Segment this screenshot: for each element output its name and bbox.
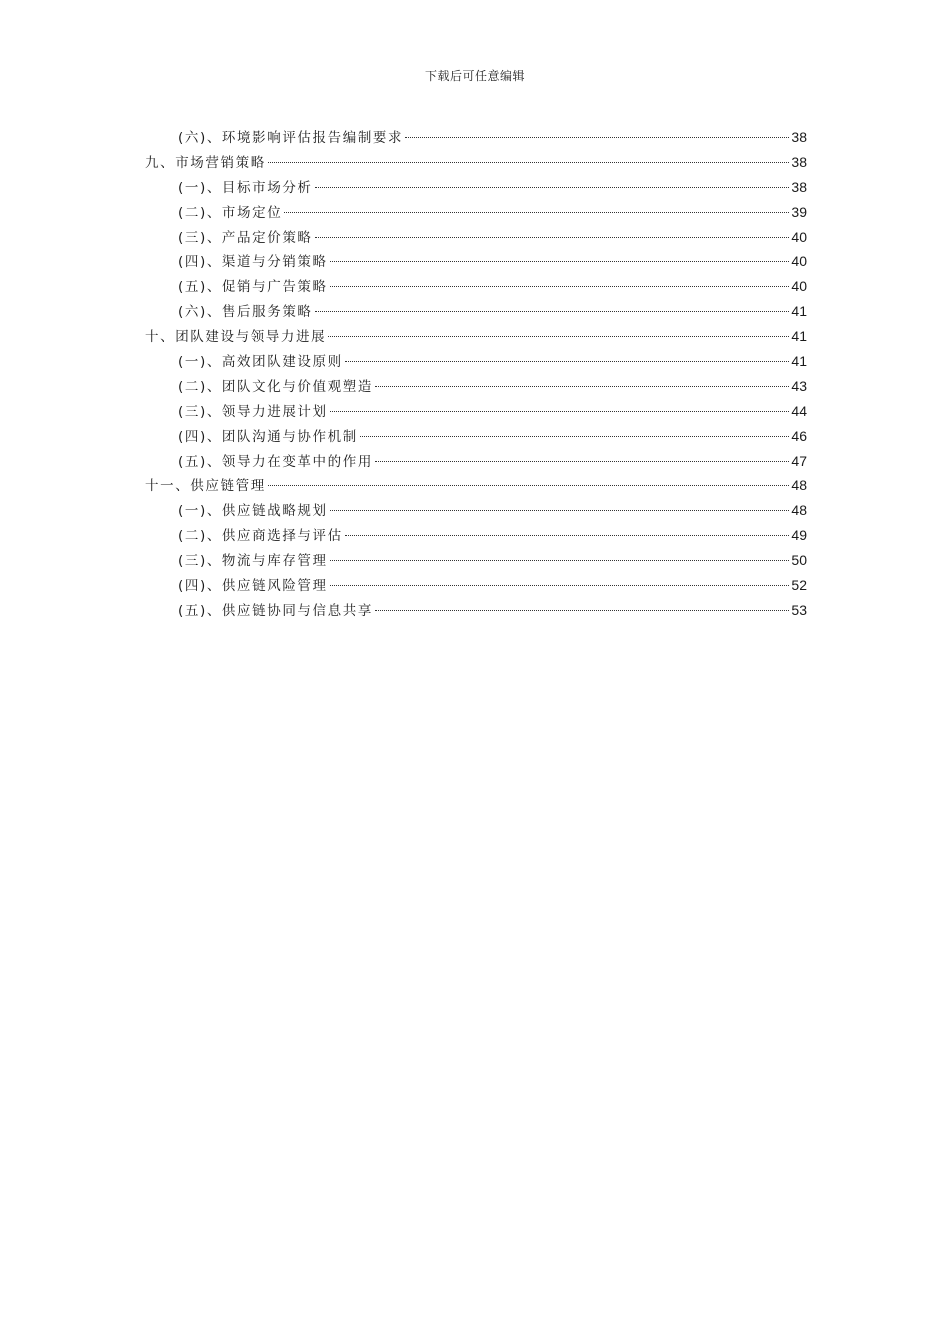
toc-entry-label: 十一、供应链管理: [145, 478, 266, 495]
toc-entry-label: (二)、供应商选择与评估: [178, 528, 343, 545]
toc-section-entry[interactable]: [145, 175, 807, 200]
toc-entry-label: (六)、环境影响评估报告编制要求: [178, 130, 404, 146]
toc-chapter-entry[interactable]: [145, 473, 807, 498]
toc-page-number: 38: [791, 129, 807, 145]
toc-dot-leader: [375, 386, 789, 387]
toc-entry-label: (四)、供应链风险管理: [178, 578, 328, 595]
toc-entry-label: (四)、团队沟通与协作机制: [178, 428, 358, 445]
toc-entry-label: (一)、供应链战略规划: [178, 503, 328, 520]
toc-entry-label: 十、团队建设与领导力进展: [145, 329, 327, 346]
toc-entry-label: (二)、市场定位: [178, 204, 283, 221]
toc-entry-label: (一)、目标市场分析: [178, 179, 313, 196]
toc-entry-label: (四)、渠道与分销策略: [178, 254, 328, 271]
toc-dot-leader: [268, 162, 790, 163]
toc-entry-label: (六)、售后服务策略: [178, 304, 313, 321]
toc-dot-leader: [284, 212, 789, 213]
toc-page-number: 38: [791, 153, 807, 170]
toc-page-number: 40: [791, 228, 807, 245]
toc-section-entry[interactable]: [145, 548, 807, 573]
toc-chapter-entry[interactable]: [145, 324, 807, 349]
toc-chapter-entry[interactable]: [145, 150, 807, 175]
toc-section-entry[interactable]: [145, 200, 807, 225]
page-header: 下载后可任意编辑: [424, 69, 525, 83]
toc-page-number: 50: [791, 552, 807, 569]
toc-section-entry[interactable]: [145, 374, 807, 399]
toc-dot-leader: [375, 461, 789, 462]
toc-dot-leader: [375, 610, 789, 611]
toc-entry-label: (二)、团队文化与价值观塑造: [178, 378, 373, 395]
toc-section-entry[interactable]: [145, 125, 807, 150]
toc-section-entry[interactable]: [145, 349, 807, 374]
toc-page-number: 53: [791, 601, 807, 618]
toc-dot-leader: [345, 361, 790, 362]
toc-section-entry[interactable]: [145, 399, 807, 424]
toc-entry-label: (五)、供应链协同与信息共享: [178, 602, 373, 619]
toc-entry-label: (三)、领导力进展计划: [178, 403, 328, 420]
toc-page-number: 47: [791, 452, 807, 469]
toc-dot-leader: [328, 336, 789, 337]
toc-entry-label: (三)、物流与库存管理: [178, 553, 328, 570]
toc-page-number: 48: [791, 502, 807, 519]
toc-page-number: 52: [791, 577, 807, 594]
toc-page-number: 43: [791, 377, 807, 394]
toc-dot-leader: [330, 261, 790, 262]
toc-dot-leader: [330, 286, 790, 287]
toc-dot-leader: [315, 237, 790, 238]
toc-section-entry[interactable]: [145, 424, 807, 449]
toc-section-entry[interactable]: [145, 449, 807, 474]
toc-section-entry[interactable]: [145, 573, 807, 598]
toc-section-entry[interactable]: [145, 498, 807, 523]
toc-entry-label: 九、市场营销策略: [145, 154, 266, 171]
toc-section-entry[interactable]: [145, 299, 807, 324]
toc-dot-leader: [405, 137, 789, 138]
toc-page-number: 49: [791, 527, 807, 544]
toc-dot-leader: [330, 510, 790, 511]
toc-page-number: 46: [791, 427, 807, 444]
toc-page-number: 41: [791, 303, 807, 320]
toc-entry-label: (五)、促销与广告策略: [178, 279, 328, 296]
toc-section-entry[interactable]: [145, 274, 807, 299]
toc-dot-leader: [345, 535, 790, 536]
toc-page-number: 40: [791, 253, 807, 270]
toc-dot-leader: [330, 411, 790, 412]
toc-section-entry[interactable]: [145, 598, 807, 623]
toc-page-number: 40: [791, 278, 807, 295]
toc-section-entry[interactable]: [145, 523, 807, 548]
toc-page-number: 41: [791, 328, 807, 345]
toc-dot-leader: [268, 485, 790, 486]
toc-page-number: 38: [791, 178, 807, 195]
table-of-contents: [145, 125, 807, 623]
toc-page-number: 48: [791, 477, 807, 494]
toc-entry-label: (一)、高效团队建设原则: [178, 354, 343, 371]
toc-section-entry[interactable]: [145, 249, 807, 274]
toc-entry-label: (五)、领导力在变革中的作用: [178, 453, 373, 470]
toc-dot-leader: [315, 187, 790, 188]
toc-dot-leader: [315, 311, 790, 312]
toc-section-entry[interactable]: [145, 225, 807, 250]
toc-entry-label: (三)、产品定价策略: [178, 229, 313, 246]
toc-dot-leader: [330, 560, 790, 561]
toc-dot-leader: [360, 436, 790, 437]
toc-page-number: 41: [791, 353, 807, 370]
toc-page-number: 44: [791, 402, 807, 419]
toc-dot-leader: [330, 585, 790, 586]
toc-page-number: 39: [791, 203, 807, 220]
